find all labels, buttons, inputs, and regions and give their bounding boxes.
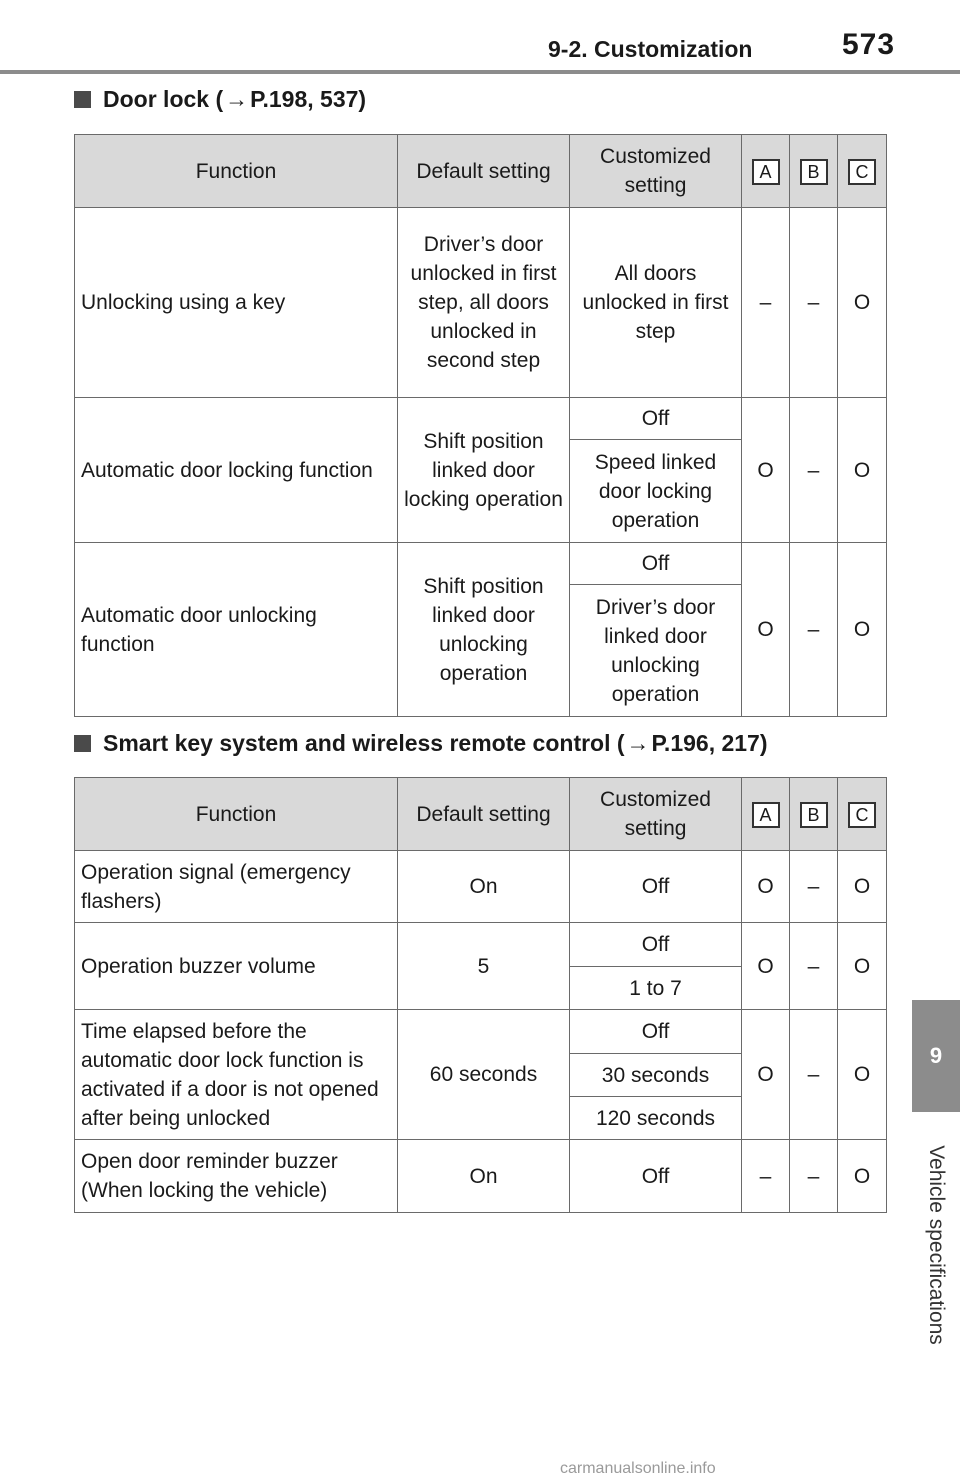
table-header-row	[75, 778, 887, 851]
door-lock-heading: Door lock ( → P.198, 537)	[74, 86, 366, 113]
arrow-right-icon: →	[626, 730, 650, 756]
table-header-row	[75, 135, 887, 208]
table-row: Speed linked door locking operation	[75, 440, 887, 543]
col-header-default: Default setting	[398, 135, 570, 208]
page-header	[0, 0, 960, 76]
table-row: Driver’s door linked door unlocking operation	[75, 585, 887, 717]
door-lock-page-ref: P.198, 537)	[250, 86, 367, 112]
header-rule	[0, 70, 960, 74]
smart-key-heading: Smart key system and wireless remote control ( → P.196, 217)	[74, 730, 768, 757]
page-number: 573	[842, 28, 896, 61]
square-bullet-icon	[74, 735, 91, 752]
table-row: Time elapsed before the automatic door lock function is activated if a door is not opened after being unlocked 60 seconds Off O – O	[75, 1010, 887, 1054]
table-row: Unlocking using a key Driver’s door unlocked in first step, all doors unlocked in second step All doors unlocked in first step – – O	[75, 208, 887, 398]
col-header-function: Function	[75, 778, 398, 851]
smart-key-table	[74, 777, 887, 1213]
col-header-customized: Customized setting	[570, 135, 742, 208]
smart-key-page-ref: P.196, 217)	[651, 730, 768, 756]
col-header-a: A	[742, 135, 790, 208]
col-header-customized: Customized setting	[570, 778, 742, 851]
section-title: 9-2. Customization	[548, 36, 753, 62]
table-row: Open door reminder buzzer (When locking the vehicle) On Off – – O	[75, 1140, 887, 1213]
col-header-c: C	[838, 778, 887, 851]
col-header-function: Function	[75, 135, 398, 208]
table-row: Automatic door unlocking function Shift position linked door unlocking operation Off O – O	[75, 543, 887, 585]
col-header-c: C	[838, 135, 887, 208]
door-lock-table	[74, 134, 887, 717]
col-header-b: B	[790, 135, 838, 208]
chapter-tab	[912, 1000, 960, 1112]
table-row: 30 seconds	[75, 1054, 887, 1097]
table-row: 120 seconds	[75, 1097, 887, 1140]
col-header-default: Default setting	[398, 778, 570, 851]
table-row: Operation buzzer volume 5 Off O – O	[75, 923, 887, 967]
watermark-text: carmanualsonline.info	[560, 1460, 716, 1477]
table-row: 1 to 7	[75, 967, 887, 1010]
square-bullet-icon	[74, 91, 91, 108]
table-row: Operation signal (emergency flashers) On Off O – O	[75, 851, 887, 923]
col-header-b: B	[790, 778, 838, 851]
table-row: Automatic door locking function Shift position linked door locking operation Off O – O	[75, 398, 887, 440]
col-header-a: A	[742, 778, 790, 851]
chapter-label: Vehicle specifications	[925, 1145, 948, 1345]
chapter-number: 9	[929, 1043, 943, 1068]
arrow-right-icon: →	[225, 86, 249, 112]
